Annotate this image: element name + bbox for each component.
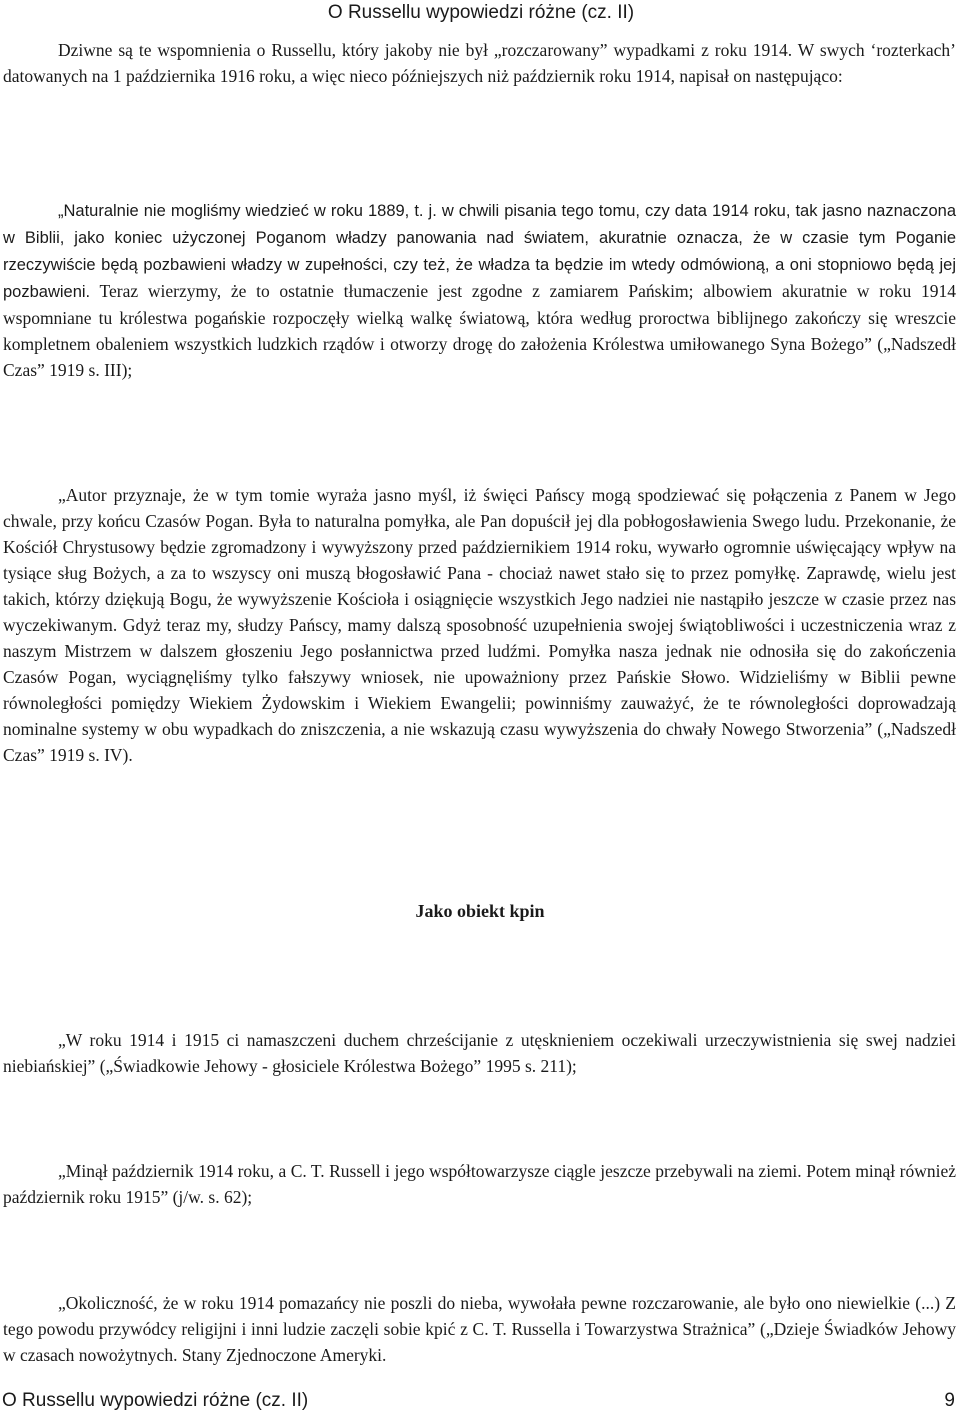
quote-paragraph-4: „Minął październik 1914 roku, a C. T. Russell i jego współtowarzysze ciągle jeszcze przebywali na ziemi. Potem minął również październik roku 1915” (j/w. s. 62); xyxy=(3,1161,956,1207)
header-title: O Russellu wypowiedzi różne (cz. II) xyxy=(327,2,635,23)
quote-paragraph-2: „Autor przyznaje, że w tym tomie wyraża jasno myśl, iż święci Pańscy mogą spodziewać się połączenia z Panem w Jego chwale, przy końcu Czasów Pogan. Była to naturalna pomyłka, ale Pan dopuścił jej dla pobłogosławienia Swego ludu. Przekonanie, że Kościół Chrystusowy będzie zgromadzony i wywyższony przed październikiem 1914 roku, wywarło ogromnie uświęcający wpływ na tysiące sług Bożych, a za to wszyscy oni muszą błogosławić Pana - chociaż nawet stało się to przez pomyłkę. Zaprawdę, wielu jest takich, którzy dziękują Bogu, że wywyższenie Kościoła i osiągnięcie wszystkich Jego nadziei nie nastąpiło jeszcze w czasie przez nas wyczekiwanym. Gdyż teraz my, słudzy Pańscy, mamy dalszą sposobność uzupełnienia swojej świątobliwości i uczestniczenia wraz z naszym Mistrzem w dalszem głoszeniu Jego posłannictwa przed ludźmi. Pomyłka nasza jednak nie odnosiła się do zakończenia Czasów Pogan, wyciągnęliśmy tylko fałszywy wniosek, nie upoważniony przez Pańskie Słowo. Widzieliśmy w Biblii pewne równoległości pomiędzy Wiekiem Żydowskim i Wiekiem Ewangelii; powinniśmy zauważyć, że te równoległości doprowadzają nominalne systemy w obu wypadkach do zniszczenia, a nie wskazują czasu wywyższenia do chwały Nowego Stworzenia” („Nadszedł Czas” 1919 s. IV). xyxy=(3,485,956,765)
page-number: 9 xyxy=(944,1390,955,1411)
intro-paragraph: Dziwne są te wspomnienia o Russellu, który jakoby nie był „rozczarowany” wypadkami z roku 1914. W swych ‘rozterkach’ datowanych na 1 października 1916 roku, a więc nieco późniejszych niż październik roku 1914, napisał on następująco: xyxy=(3,40,956,86)
quote-1-sans-part: „Naturalnie nie mogliśmy wiedzieć w roku 1889, t. j. w chwili pisania tego tomu, czy data 1914 roku, tak jasno naznaczona w Biblii, jako koniec użyczonej Poganom władzy panowania nad światem, akuratnie oznacza, że w czasie tym Poganie rzeczywiście będą pozbawieni władzy w zupełności, czy też, że władza ta będzie im wtedy odmówioną, a oni stopniowo będą jej pozbawieni. xyxy=(3,202,956,301)
quote-1-serif-part: Teraz wierzymy, że to ostatnie tłumaczenie jest zgodne z zamiarem Pańskim; albowiem akuratnie w roku 1914 wspomniane tu królestwa pogańskie rozpoczęły wielką walkę światową, która według proroctwa biblijnego zakończy się wreszcie kompletnem obaleniem wszystkich ludzkich rządów i otworzy drogę do założenia Królestwa umiłowanego Syna Bożego” („Nadszedł Czas” 1919 s. III); xyxy=(3,281,956,380)
page-footer xyxy=(2,1389,955,1413)
quote-paragraph-1 xyxy=(3,197,956,383)
section-heading: Jako obiekt kpin xyxy=(415,901,545,921)
footer-title: O Russellu wypowiedzi różne (cz. II) xyxy=(2,1390,309,1411)
quote-paragraph-3: „W roku 1914 i 1915 ci namaszczeni duchem chrześcijanie z utęsknieniem oczekiwali urzeczywistnienia się swej nadziei niebiańskiej” („Świadkowie Jehowy - głosiciele Królestwa Bożego” 1995 s. 211); xyxy=(3,1030,956,1076)
page-header xyxy=(0,1,960,25)
quote-paragraph-5: „Okoliczność, że w roku 1914 pomazańcy nie poszli do nieba, wywołała pewne rozczarowanie, ale było ono niewielkie (...) Z tego powodu przywódcy religijni i inni ludzie zaczęli sobie kpić z C. T. Russella i Towarzystwa Strażnica” („Dzieje Świadków Jehowy w czasach nowożytnych. Stany Zjednoczone Ameryki. xyxy=(3,1293,956,1365)
